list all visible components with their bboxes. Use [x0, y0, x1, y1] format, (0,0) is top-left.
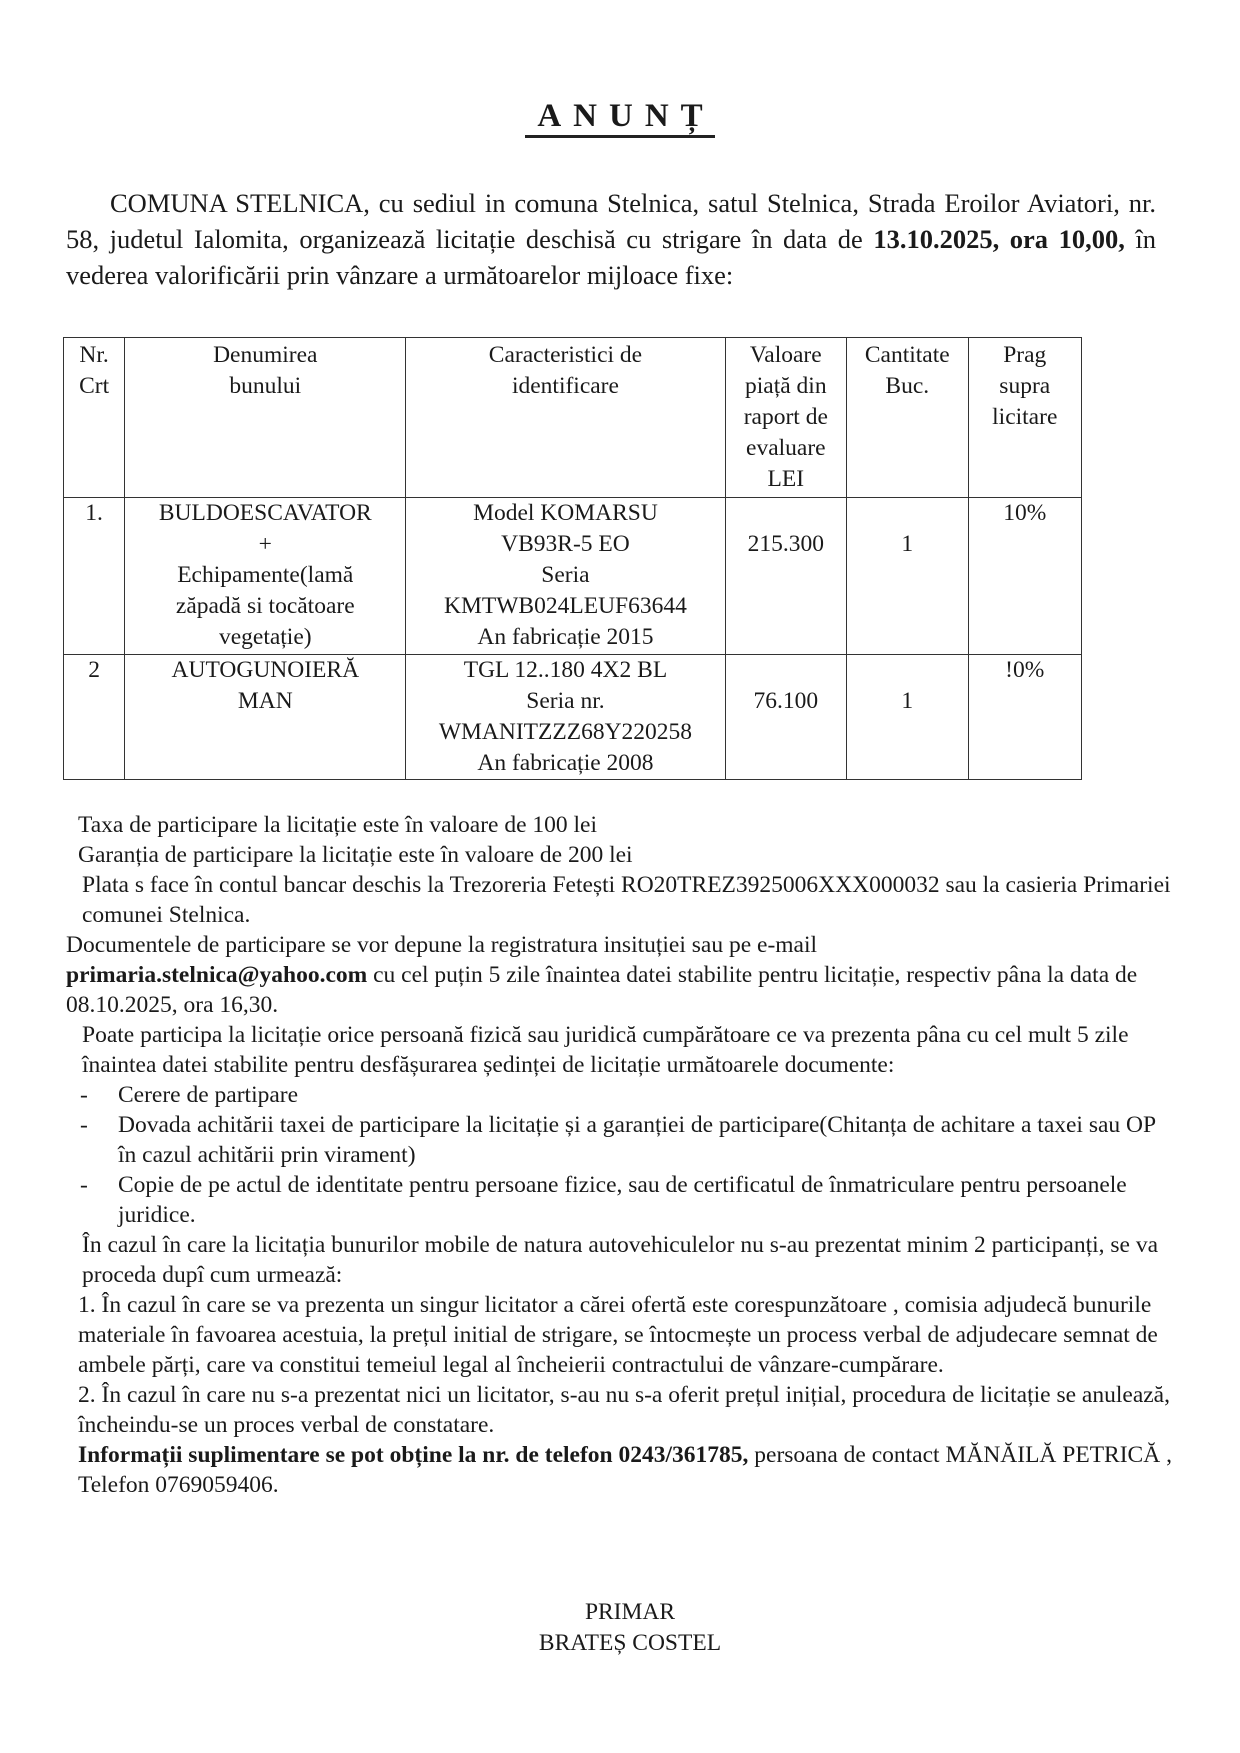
intro-text: COMUNA STELNICA, cu sediul in comuna Stelnica, satul Stelnica, Strada Eroilor Aviatori, nr. 58, judetul Ialomita, organizează licitație deschisă cu strigare în data de [66, 188, 1156, 254]
cell-valoare: 76.100 [725, 655, 846, 780]
table-row [64, 498, 1082, 655]
cell-caracteristici: TGL 12..180 4X2 BL Seria nr. WMANITZZZ68Y220258 An fabricație 2008 [406, 655, 725, 780]
list-item: - Copie de pe actul de identitate pentru persoane fizice, sau de certificatul de înmatriculare pentru persoanele juridice. [80, 1172, 1127, 1228]
email-link[interactable]: primaria.stelnica@yahoo.com [66, 962, 368, 988]
body-text [66, 810, 1176, 1500]
procedure-item-2: 2. În cazul în care nu s-a prezentat nici un licitator, s-au nu s-a oferit prețul inițial, procedura de licitație se anulează, încheindu-se un proces verbal de constatare. [78, 1382, 1170, 1438]
cell-cantitate: 1 [847, 655, 968, 780]
documents-submission: Documentele de participare se vor depune la registratura insituției sau pe e-mail primaria.stelnica@yahoo.com cu cel puțin 5 zile înaintea datei stabilite pentru licitație, respectiv pâna la data de 08.10.2025, ora 16,30. [66, 932, 1138, 1018]
cell-denumire: AUTOGUNOIERĂ MAN [125, 655, 406, 780]
participation-fee: Taxa de participare la licitație este în valoare de 100 lei [78, 812, 598, 838]
fallback-procedure-intro: În cazul în care la licitația bunurilor mobile de natura autovehiculelor nu s-au prezentat minim 2 participanți, se va proceda dupî cum urmează: [82, 1232, 1159, 1288]
header-cantitate: Cantitate Buc. [847, 338, 968, 498]
cell-prag: 10% [968, 498, 1081, 655]
signature-block [0, 1597, 1240, 1659]
bullet-dash: - [80, 1082, 88, 1108]
table-row [64, 655, 1082, 780]
signature-role: PRIMAR [584, 1599, 676, 1625]
cell-prag: !0% [968, 655, 1081, 780]
cell-denumire: BULDOESCAVATOR + Echipamente(lamă zăpadă si tocătoare vegetație) [125, 498, 406, 655]
cell-cantitate: 1 [847, 498, 968, 655]
goods-table [63, 337, 1082, 780]
contact-info: Informații suplimentare se pot obține la nr. de telefon 0243/361785, persoana de contact MĂNĂILĂ PETRICĂ , Telefon 0769059406. [78, 1442, 1172, 1498]
list-item: - Cerere de partipare [80, 1082, 299, 1108]
document-title [0, 98, 1240, 135]
required-documents-list [66, 1080, 1176, 1230]
payment-info: Plata s face în contul bancar deschis la Trezoreria Fetești RO20TREZ3925006XXX000032 sau la casieria Primariei comunei Stelnica. [82, 872, 1171, 928]
cell-nr: 2 [64, 655, 125, 780]
auction-date-time: 13.10.2025, ora 10,00, [873, 224, 1125, 254]
participation-guarantee: Garanția de participare la licitație este în valoare de 200 lei [78, 842, 633, 868]
cell-valoare: 215.300 [725, 498, 846, 655]
header-nr: Nr. Crt [64, 338, 125, 498]
title-text: ANUNȚ [525, 98, 714, 138]
signature-name: BRATEȘ COSTEL [538, 1630, 722, 1656]
cell-nr: 1. [64, 498, 125, 655]
intro-text-after: în vederea valorificării prin vânzare a următoarelor mijloace fixe: [66, 224, 1156, 290]
table-header-row [64, 338, 1082, 498]
header-prag: Prag supra licitare [968, 338, 1081, 498]
header-caracteristici: Caracteristici de identificare [406, 338, 725, 498]
procedure-item-1: 1. În cazul în care se va prezenta un singur licitator a cărei ofertă este corespunzătoare , comisia adjudecă bunurile materiale în favoarea acestuia, la prețul initial de strigare, se întocmește un process verbal de adjudecare semnat de ambele părți, care va constitui temeiul legal al încheierii contractului de vânzare-cumpărare. [78, 1292, 1158, 1378]
list-item: - Dovada achitării taxei de participare la licitație și a garanției de participare(Chitanța de achitare a taxei sau OP în cazul achitării prin virament) [80, 1112, 1156, 1168]
bullet-dash: - [80, 1112, 88, 1138]
bullet-dash: - [80, 1172, 88, 1198]
intro-paragraph [66, 185, 1156, 293]
header-valoare: Valoare piață din raport de evaluare LEI [725, 338, 846, 498]
header-denumire: Denumirea bunului [125, 338, 406, 498]
cell-caracteristici: Model KOMARSU VB93R-5 EO Seria KMTWB024LEUF63644 An fabricație 2015 [406, 498, 725, 655]
eligibility-paragraph: Poate participa la licitație orice persoană fizică sau juridică cumpărătoare ce va prezenta pâna cu cel mult 5 zile înaintea datei stabilite pentru desfășurarea ședinței de licitație următoarele documente: [82, 1022, 1129, 1078]
